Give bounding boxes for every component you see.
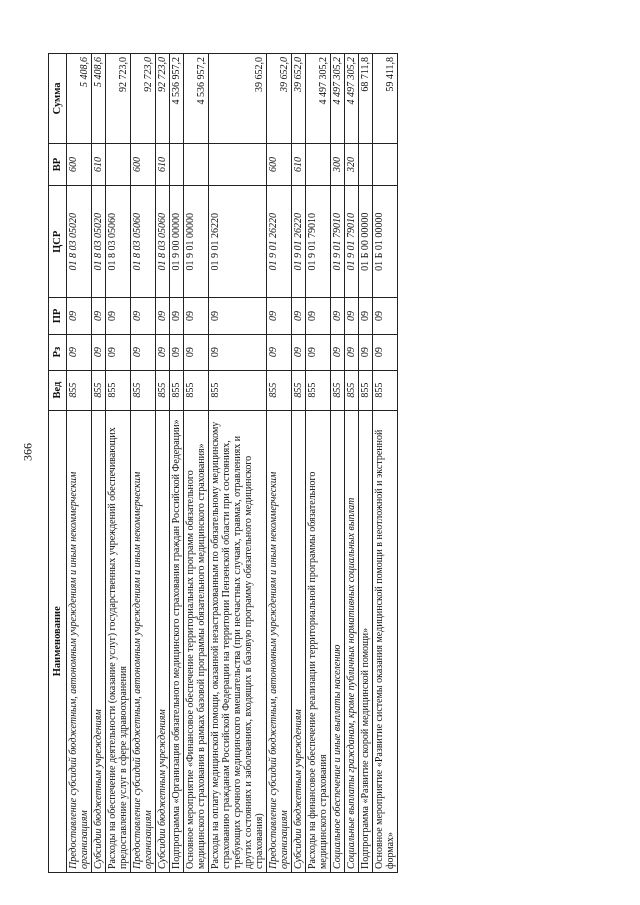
- cell-rz: 09: [359, 334, 373, 370]
- header-pr: ПР: [49, 298, 67, 334]
- cell-pr: 09: [131, 298, 156, 334]
- cell-pr: 09: [209, 298, 267, 334]
- cell-pr: 09: [292, 298, 306, 334]
- cell-vr: 610: [92, 143, 106, 185]
- cell-vr: [306, 143, 331, 185]
- cell-csr: 01 9 01 79010: [345, 186, 359, 298]
- cell-vr: [170, 143, 184, 185]
- cell-name: Социальное обеспечение и иные выплаты населению: [331, 410, 345, 872]
- cell-rz: 09: [292, 334, 306, 370]
- cell-csr: 01 8 03 05060: [156, 186, 170, 298]
- header-vr: ВР: [49, 143, 67, 185]
- cell-rz: 09: [170, 334, 184, 370]
- cell-name: Предоставление субсидий бюджетным, автономным учреждениям и иным некоммерческим организациям: [131, 410, 156, 872]
- cell-vr: [209, 143, 267, 185]
- table-row: [267, 54, 292, 873]
- cell-name: Предоставление субсидий бюджетным, автономным учреждениям и иным некоммерческим организациям: [267, 410, 292, 872]
- cell-ved: 855: [267, 370, 292, 410]
- cell-sum: 92 723,0: [106, 54, 131, 144]
- cell-csr: 01 9 01 26220: [292, 186, 306, 298]
- table-row: [292, 54, 306, 873]
- cell-csr: 01 9 01 26220: [267, 186, 292, 298]
- table-row: [209, 54, 267, 873]
- cell-name: Основное мероприятие «Финансовое обеспечение территориальных программ обязательного медицинского страхования в рамках базовой программы обязательного медицинского страхования»: [184, 410, 209, 872]
- cell-pr: 09: [267, 298, 292, 334]
- cell-pr: 09: [184, 298, 209, 334]
- cell-ved: 855: [292, 370, 306, 410]
- cell-ved: 855: [92, 370, 106, 410]
- cell-sum: 4 536 957,2: [184, 54, 209, 144]
- cell-csr: 01 8 03 05020: [92, 186, 106, 298]
- cell-vr: 610: [156, 143, 170, 185]
- table-row: [359, 54, 373, 873]
- table-row: [306, 54, 331, 873]
- cell-sum: 68 711,8: [359, 54, 373, 144]
- cell-name: Расходы на оплату медицинской помощи, оказанной незастрахованным по обязательному медицинскому страхованию гражданам Российской Федерации на территории Пензенской области при состояниях, требующих срочного медицинского вмешательства (при несчастных случаях, травмах, отравлениях и других состояниях и заболеваниях, входящих в базовую программу обязательного медицинского страхования): [209, 410, 267, 872]
- cell-vr: 600: [67, 143, 92, 185]
- cell-csr: 01 Б 01 00000: [373, 186, 398, 298]
- table-body: [67, 54, 398, 873]
- cell-ved: 855: [184, 370, 209, 410]
- cell-rz: 09: [345, 334, 359, 370]
- cell-name: Расходы на финансовое обеспечение реализации территориальной программы обязательного медицинского страхования: [306, 410, 331, 872]
- cell-rz: 09: [67, 334, 92, 370]
- header-ved: Вед: [49, 370, 67, 410]
- cell-ved: 855: [209, 370, 267, 410]
- table-row: [67, 54, 92, 873]
- cell-vr: 300: [331, 143, 345, 185]
- cell-sum: 5 408,6: [92, 54, 106, 144]
- cell-vr: [373, 143, 398, 185]
- cell-rz: 09: [92, 334, 106, 370]
- table-row: [131, 54, 156, 873]
- cell-ved: 855: [67, 370, 92, 410]
- cell-rz: 09: [106, 334, 131, 370]
- cell-pr: 09: [359, 298, 373, 334]
- cell-sum: 5 408,6: [67, 54, 92, 144]
- cell-pr: 09: [170, 298, 184, 334]
- cell-name: Подпрограмма «Развитие скорой медицинской помощи»: [359, 410, 373, 872]
- cell-csr: 01 8 03 05060: [131, 186, 156, 298]
- cell-rz: 09: [184, 334, 209, 370]
- cell-pr: 09: [92, 298, 106, 334]
- cell-sum: 92 723,0: [156, 54, 170, 144]
- cell-name: Субсидии бюджетным учреждениям: [292, 410, 306, 872]
- table-row: [170, 54, 184, 873]
- header-csr: ЦСР: [49, 186, 67, 298]
- cell-sum: 39 652,0: [209, 54, 267, 144]
- cell-sum: 39 652,0: [292, 54, 306, 144]
- page-number: 366: [20, 443, 35, 461]
- cell-pr: 09: [306, 298, 331, 334]
- cell-rz: 09: [306, 334, 331, 370]
- table-header-row: [49, 54, 67, 873]
- cell-rz: 09: [156, 334, 170, 370]
- cell-sum: 59 411,8: [373, 54, 398, 144]
- cell-vr: 610: [292, 143, 306, 185]
- budget-table: [48, 53, 398, 873]
- cell-rz: 09: [209, 334, 267, 370]
- cell-vr: [106, 143, 131, 185]
- cell-csr: 01 Б 00 00000: [359, 186, 373, 298]
- cell-vr: 600: [267, 143, 292, 185]
- cell-rz: 09: [373, 334, 398, 370]
- cell-csr: 01 9 01 79010: [306, 186, 331, 298]
- cell-sum: 92 723,0: [131, 54, 156, 144]
- cell-csr: 01 8 03 05060: [106, 186, 131, 298]
- cell-name: Субсидии бюджетным учреждениям: [92, 410, 106, 872]
- rotated-page-content: [48, 53, 548, 873]
- cell-pr: 09: [106, 298, 131, 334]
- table-row: [373, 54, 398, 873]
- cell-rz: 09: [267, 334, 292, 370]
- cell-pr: 09: [67, 298, 92, 334]
- cell-sum: 39 652,0: [267, 54, 292, 144]
- cell-csr: 01 8 03 05020: [67, 186, 92, 298]
- cell-sum: 4 497 305,2: [306, 54, 331, 144]
- table-row: [92, 54, 106, 873]
- table-row: [184, 54, 209, 873]
- cell-ved: 855: [373, 370, 398, 410]
- table-row: [345, 54, 359, 873]
- cell-name: Социальные выплаты гражданам, кроме публичных нормативных социальных выплат: [345, 410, 359, 872]
- cell-name: Предоставление субсидий бюджетным, автономным учреждениям и иным некоммерческим организациям: [67, 410, 92, 872]
- header-sum: Сумма: [49, 54, 67, 144]
- table-row: [106, 54, 131, 873]
- cell-name: Основное мероприятие «Развитие системы оказания медицинской помощи в неотложной и экстренной формах»: [373, 410, 398, 872]
- cell-ved: 855: [170, 370, 184, 410]
- cell-rz: 09: [331, 334, 345, 370]
- header-rz: Рз: [49, 334, 67, 370]
- cell-ved: 855: [345, 370, 359, 410]
- cell-csr: 01 9 01 26220: [209, 186, 267, 298]
- cell-pr: 09: [156, 298, 170, 334]
- cell-csr: 01 9 01 79010: [331, 186, 345, 298]
- cell-csr: 01 9 00 00000: [170, 186, 184, 298]
- cell-vr: 320: [345, 143, 359, 185]
- cell-vr: [359, 143, 373, 185]
- cell-name: Расходы на обеспечение деятельности (оказание услуг) государственных учреждений обеспечивающих предоставление услуг в сфере здравоохранения: [106, 410, 131, 872]
- cell-vr: 600: [131, 143, 156, 185]
- cell-rz: 09: [131, 334, 156, 370]
- cell-pr: 09: [373, 298, 398, 334]
- cell-ved: 855: [331, 370, 345, 410]
- cell-ved: 855: [359, 370, 373, 410]
- cell-sum: 4 497 305,2: [331, 54, 345, 144]
- header-name: Наименование: [49, 410, 67, 872]
- cell-sum: 4 497 305,2: [345, 54, 359, 144]
- cell-name: Подпрограмма «Организация обязательного медицинского страхования граждан Российской Федерации»: [170, 410, 184, 872]
- cell-sum: 4 536 957,2: [170, 54, 184, 144]
- cell-ved: 855: [106, 370, 131, 410]
- cell-pr: 09: [345, 298, 359, 334]
- table-row: [156, 54, 170, 873]
- cell-ved: 855: [306, 370, 331, 410]
- cell-name: Субсидии бюджетным учреждениям: [156, 410, 170, 872]
- cell-ved: 855: [131, 370, 156, 410]
- cell-csr: 01 9 01 00000: [184, 186, 209, 298]
- cell-ved: 855: [156, 370, 170, 410]
- cell-vr: [184, 143, 209, 185]
- table-row: [331, 54, 345, 873]
- cell-pr: 09: [331, 298, 345, 334]
